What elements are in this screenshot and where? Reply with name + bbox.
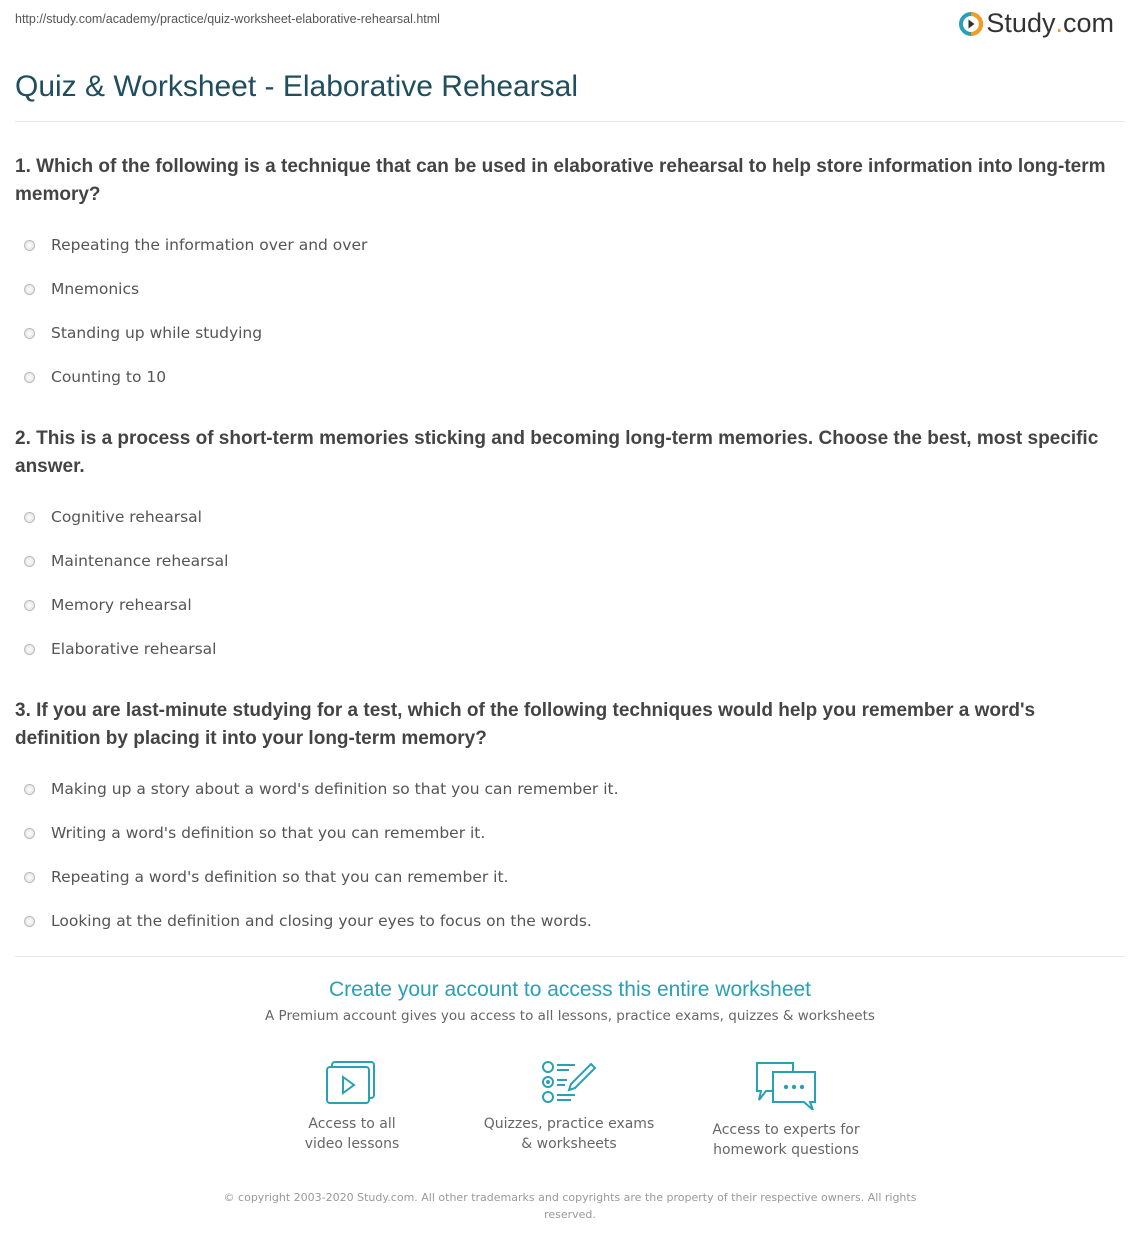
video-lessons-icon <box>326 1060 378 1104</box>
quiz <box>15 153 1125 969</box>
question <box>15 697 1125 943</box>
option-label: Making up a story about a word's definition so that you can remember it. <box>51 780 619 798</box>
answer-option[interactable] <box>15 855 1125 899</box>
option-label: Memory rehearsal <box>51 596 192 614</box>
answer-option[interactable] <box>15 899 1125 943</box>
copyright: © copyright 2003-2020 Study.com. All other trademarks and copyrights are the property of their respective owners. All rights reserved. <box>223 1191 917 1221</box>
radio-icon[interactable] <box>24 512 35 523</box>
chat-bubbles-icon <box>754 1060 818 1110</box>
option-label: Mnemonics <box>51 280 140 298</box>
divider <box>15 121 1125 122</box>
radio-icon[interactable] <box>24 240 35 251</box>
answer-option[interactable] <box>15 539 1125 583</box>
logo-name: Study <box>986 8 1056 38</box>
radio-icon[interactable] <box>24 284 35 295</box>
page-url: http://study.com/academy/practice/quiz-worksheet-elaborative-rehearsal.html <box>15 12 440 26</box>
option-label: Counting to 10 <box>51 368 167 386</box>
answer-option[interactable] <box>15 495 1125 539</box>
quiz-checklist-icon <box>541 1060 597 1104</box>
radio-icon[interactable] <box>24 556 35 567</box>
radio-icon[interactable] <box>24 916 35 927</box>
feature-line2: video lessons <box>304 1136 400 1152</box>
answer-option[interactable] <box>15 223 1125 267</box>
answer-option[interactable] <box>15 267 1125 311</box>
question <box>15 153 1125 399</box>
option-label: Elaborative rehearsal <box>51 640 217 658</box>
option-label: Repeating a word's definition so that you can remember it. <box>51 868 509 886</box>
radio-icon[interactable] <box>24 372 35 383</box>
option-label: Cognitive rehearsal <box>51 508 202 526</box>
option-label: Writing a word's definition so that you can remember it. <box>51 824 486 842</box>
answer-option[interactable] <box>15 311 1125 355</box>
logo-dot: . <box>1055 8 1063 38</box>
feature-line2: homework questions <box>713 1142 859 1158</box>
option-label: Maintenance rehearsal <box>51 552 229 570</box>
option-label: Looking at the definition and closing your eyes to focus on the words. <box>51 912 592 930</box>
question-text: 3. If you are last-minute studying for a test, which of the following techniques would help you remember a word's definition by placing it into your long-term memory? <box>15 700 1036 749</box>
cta-heading[interactable]: Create your account to access this entire worksheet <box>328 978 812 1001</box>
feature-experts <box>686 1060 886 1160</box>
option-label: Repeating the information over and over <box>51 236 368 254</box>
feature-line1: Access to all <box>308 1116 396 1132</box>
radio-icon[interactable] <box>24 828 35 839</box>
option-label: Standing up while studying <box>51 324 263 342</box>
cta-section <box>0 978 1140 1024</box>
answer-option[interactable] <box>15 627 1125 671</box>
radio-icon[interactable] <box>24 872 35 883</box>
divider <box>15 956 1125 957</box>
answer-option[interactable] <box>15 811 1125 855</box>
question <box>15 425 1125 671</box>
feature-video <box>252 1060 452 1154</box>
logo-suffix: com <box>1062 8 1114 38</box>
feature-line1: Quizzes, practice exams <box>483 1116 655 1132</box>
radio-icon[interactable] <box>24 644 35 655</box>
radio-icon[interactable] <box>24 328 35 339</box>
cta-subtitle: A Premium account gives you access to all lessons, practice exams, quizzes & worksheets <box>265 1008 875 1024</box>
study-logo[interactable] <box>959 8 1114 39</box>
question-text: 1. Which of the following is a technique that can be used in elaborative rehearsal to help store information into long-term memory? <box>15 156 1106 205</box>
radio-icon[interactable] <box>24 600 35 611</box>
question-text: 2. This is a process of short-term memories sticking and becoming long-term memories. Choose the best, most specific answer. <box>15 428 1099 477</box>
feature-line1: Access to experts for <box>712 1122 860 1138</box>
feature-line2: & worksheets <box>521 1136 617 1152</box>
answer-option[interactable] <box>15 767 1125 811</box>
answer-option[interactable] <box>15 583 1125 627</box>
answer-option[interactable] <box>15 355 1125 399</box>
page-title: Quiz & Worksheet - Elaborative Rehearsal <box>15 70 579 103</box>
feature-quizzes <box>469 1060 669 1154</box>
play-logo-icon <box>959 12 983 36</box>
radio-icon[interactable] <box>24 784 35 795</box>
